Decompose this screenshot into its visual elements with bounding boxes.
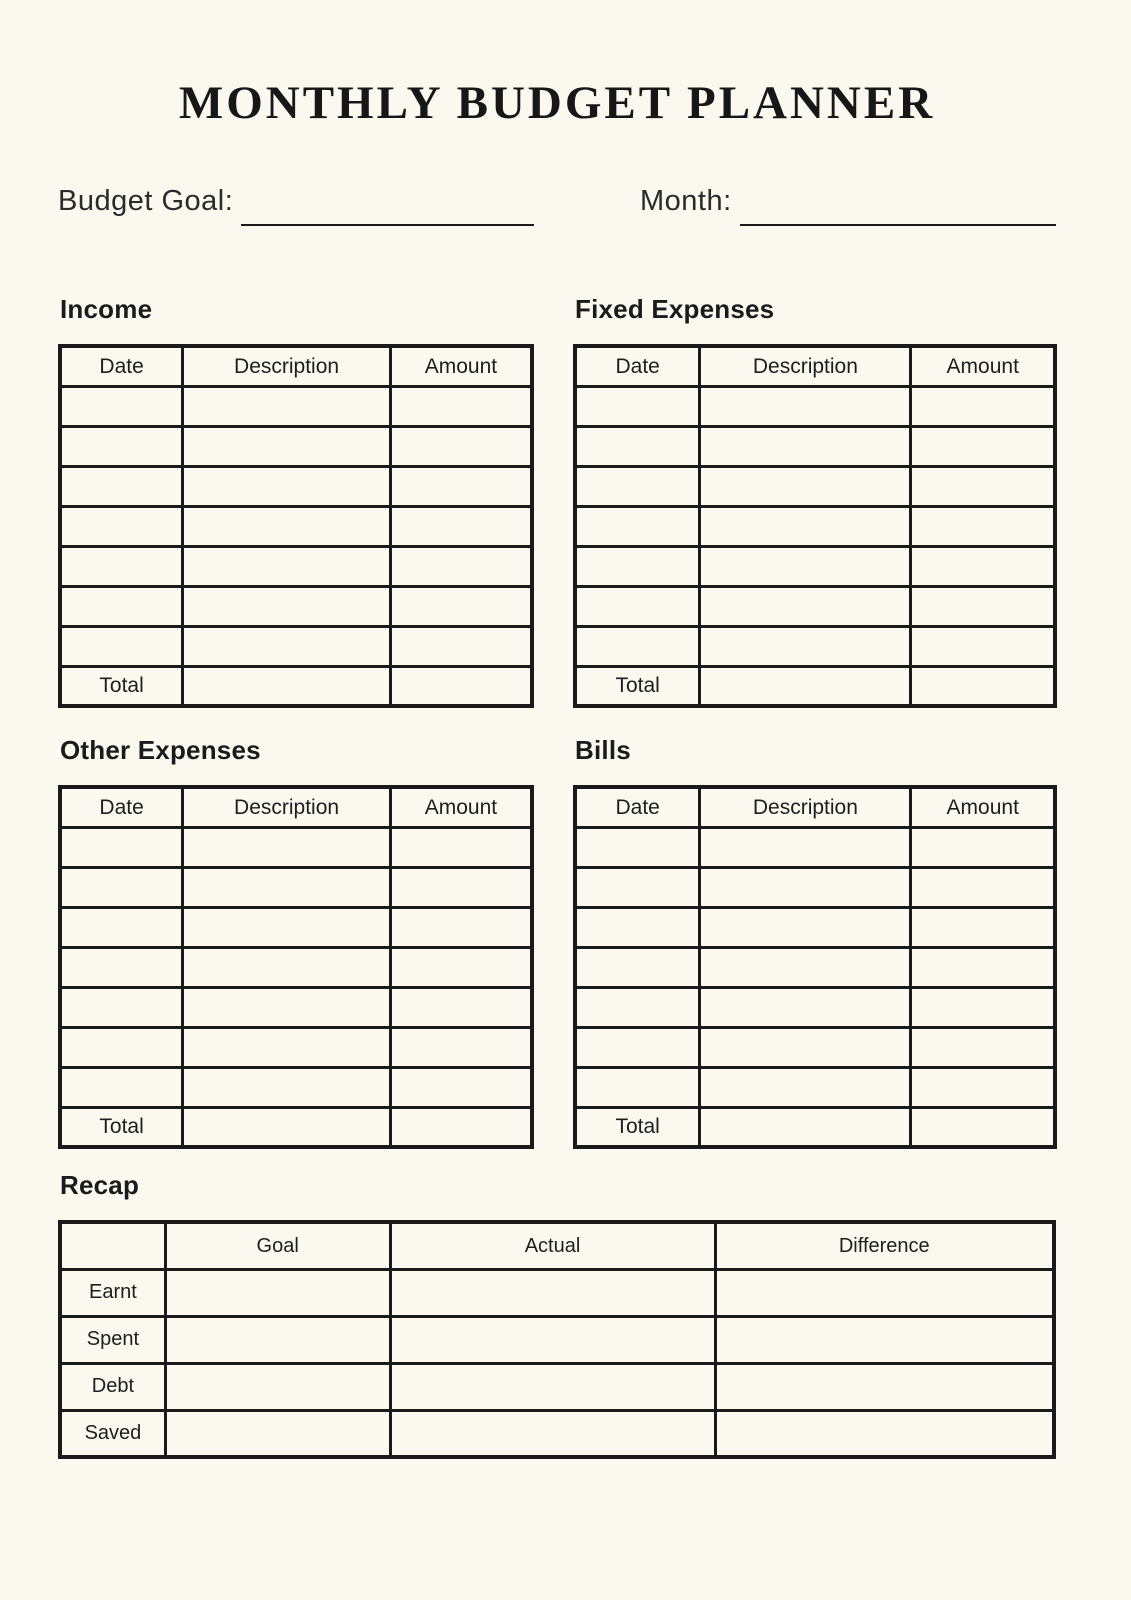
ledger-empty-row bbox=[60, 506, 532, 546]
ledger-empty-amount-cell bbox=[390, 426, 532, 466]
ledger-empty-description-cell bbox=[700, 546, 911, 586]
ledger-empty-row bbox=[60, 386, 532, 426]
ledger-empty-description-cell bbox=[700, 506, 911, 546]
total-description-cell bbox=[183, 666, 391, 706]
ledger-empty-row bbox=[60, 1067, 532, 1107]
ledger-empty-date-cell bbox=[575, 626, 700, 666]
ledger-empty-amount-cell bbox=[390, 947, 532, 987]
recap-row bbox=[60, 1410, 1054, 1457]
ledger-empty-date-cell bbox=[60, 947, 183, 987]
ledger-empty-amount-cell bbox=[911, 426, 1055, 466]
total-amount-cell bbox=[911, 1107, 1055, 1147]
ledger-empty-amount-cell bbox=[390, 466, 532, 506]
recap-difference-cell bbox=[715, 1316, 1054, 1363]
ledger-empty-date-cell bbox=[575, 1027, 700, 1067]
column-header-description: Description bbox=[183, 346, 391, 386]
ledger-empty-amount-cell bbox=[911, 987, 1055, 1027]
ledger-empty-row bbox=[575, 426, 1055, 466]
recap-row-label: Saved bbox=[60, 1410, 165, 1457]
column-header-amount: Amount bbox=[911, 787, 1055, 827]
ledger-empty-row bbox=[575, 546, 1055, 586]
section-income bbox=[58, 294, 534, 708]
ledger-empty-date-cell bbox=[60, 1027, 183, 1067]
ledger-empty-row bbox=[60, 907, 532, 947]
recap-goal-cell bbox=[165, 1316, 390, 1363]
recap-header-row bbox=[60, 1222, 1054, 1269]
budget-goal-label: Budget Goal: bbox=[58, 185, 234, 217]
ledger-empty-description-cell bbox=[700, 867, 911, 907]
ledger-empty-date-cell bbox=[575, 987, 700, 1027]
ledger-empty-description-cell bbox=[183, 586, 391, 626]
ledger-empty-row bbox=[60, 426, 532, 466]
ledger-empty-date-cell bbox=[60, 827, 183, 867]
bills-table bbox=[573, 785, 1057, 1149]
section-bills bbox=[573, 735, 1057, 1149]
column-header-description: Description bbox=[700, 787, 911, 827]
ledger-empty-date-cell bbox=[575, 1067, 700, 1107]
ledger-empty-amount-cell bbox=[390, 907, 532, 947]
column-header-goal: Goal bbox=[165, 1222, 390, 1269]
recap-row-label: Spent bbox=[60, 1316, 165, 1363]
ledger-empty-description-cell bbox=[700, 386, 911, 426]
ledger-empty-description-cell bbox=[183, 827, 391, 867]
total-amount-cell bbox=[911, 666, 1055, 706]
ledger-empty-description-cell bbox=[700, 827, 911, 867]
recap-goal-cell bbox=[165, 1363, 390, 1410]
ledger-empty-row bbox=[60, 867, 532, 907]
ledger-empty-row bbox=[575, 867, 1055, 907]
recap-difference-cell bbox=[715, 1269, 1054, 1316]
column-header-difference: Difference bbox=[715, 1222, 1054, 1269]
income-table-body bbox=[60, 386, 532, 666]
other-expenses-table-body bbox=[60, 827, 532, 1107]
fixed-expenses-table-header bbox=[575, 346, 1055, 386]
ledger-empty-date-cell bbox=[575, 426, 700, 466]
ledger-empty-description-cell bbox=[183, 947, 391, 987]
ledger-empty-description-cell bbox=[183, 987, 391, 1027]
ledger-empty-amount-cell bbox=[911, 947, 1055, 987]
ledger-empty-amount-cell bbox=[911, 626, 1055, 666]
ledger-header-row bbox=[575, 787, 1055, 827]
ledger-empty-description-cell bbox=[700, 626, 911, 666]
ledger-empty-amount-cell bbox=[911, 827, 1055, 867]
ledger-empty-row bbox=[575, 907, 1055, 947]
ledger-empty-date-cell bbox=[575, 827, 700, 867]
ledger-empty-date-cell bbox=[575, 947, 700, 987]
ledger-empty-row bbox=[575, 1067, 1055, 1107]
total-description-cell bbox=[700, 1107, 911, 1147]
month-field bbox=[640, 186, 1056, 216]
ledger-empty-description-cell bbox=[183, 506, 391, 546]
ledger-empty-description-cell bbox=[700, 586, 911, 626]
income-table bbox=[58, 344, 534, 708]
ledger-empty-date-cell bbox=[575, 386, 700, 426]
recap-row bbox=[60, 1269, 1054, 1316]
ledger-empty-description-cell bbox=[700, 907, 911, 947]
ledger-empty-date-cell bbox=[575, 586, 700, 626]
ledger-empty-date-cell bbox=[60, 907, 183, 947]
other-expenses-table-footer bbox=[60, 1107, 532, 1147]
ledger-empty-date-cell bbox=[60, 426, 183, 466]
ledger-empty-row bbox=[575, 626, 1055, 666]
ledger-empty-row bbox=[60, 947, 532, 987]
recap-table-body bbox=[60, 1269, 1054, 1457]
other-expenses-table-header bbox=[60, 787, 532, 827]
column-header-date: Date bbox=[60, 787, 183, 827]
ledger-empty-date-cell bbox=[575, 907, 700, 947]
recap-corner-cell bbox=[60, 1222, 165, 1269]
recap-row bbox=[60, 1316, 1054, 1363]
column-header-amount: Amount bbox=[390, 787, 532, 827]
recap-difference-cell bbox=[715, 1410, 1054, 1457]
ledger-empty-date-cell bbox=[60, 466, 183, 506]
ledger-sections-grid bbox=[58, 294, 1056, 1149]
ledger-empty-row bbox=[575, 586, 1055, 626]
ledger-empty-description-cell bbox=[700, 947, 911, 987]
ledger-empty-description-cell bbox=[183, 546, 391, 586]
ledger-empty-row bbox=[60, 466, 532, 506]
ledger-empty-row bbox=[60, 987, 532, 1027]
ledger-empty-row bbox=[60, 546, 532, 586]
income-table-header bbox=[60, 346, 532, 386]
ledger-total-row bbox=[60, 666, 532, 706]
ledger-total-row bbox=[575, 666, 1055, 706]
ledger-empty-row bbox=[575, 947, 1055, 987]
section-title-other-expenses: Other Expenses bbox=[60, 735, 261, 766]
fixed-expenses-table bbox=[573, 344, 1057, 708]
recap-table bbox=[58, 1220, 1056, 1459]
ledger-empty-row bbox=[60, 827, 532, 867]
ledger-empty-amount-cell bbox=[390, 586, 532, 626]
ledger-empty-amount-cell bbox=[390, 546, 532, 586]
recap-difference-cell bbox=[715, 1363, 1054, 1410]
ledger-total-row bbox=[575, 1107, 1055, 1147]
recap-row-label: Earnt bbox=[60, 1269, 165, 1316]
recap-actual-cell bbox=[390, 1316, 715, 1363]
ledger-empty-date-cell bbox=[60, 867, 183, 907]
bills-table-header bbox=[575, 787, 1055, 827]
month-label: Month: bbox=[640, 185, 732, 217]
ledger-total-row bbox=[60, 1107, 532, 1147]
header-fields-row bbox=[58, 186, 1056, 216]
ledger-empty-amount-cell bbox=[911, 546, 1055, 586]
ledger-empty-row bbox=[60, 1027, 532, 1067]
column-header-description: Description bbox=[183, 787, 391, 827]
bills-table-body bbox=[575, 827, 1055, 1107]
ledger-empty-amount-cell bbox=[390, 867, 532, 907]
ledger-empty-date-cell bbox=[60, 626, 183, 666]
ledger-empty-row bbox=[575, 386, 1055, 426]
recap-table-header bbox=[60, 1222, 1054, 1269]
ledger-empty-row bbox=[575, 506, 1055, 546]
ledger-header-row bbox=[60, 787, 532, 827]
recap-actual-cell bbox=[390, 1410, 715, 1457]
ledger-empty-description-cell bbox=[183, 907, 391, 947]
recap-goal-cell bbox=[165, 1269, 390, 1316]
ledger-empty-description-cell bbox=[700, 1027, 911, 1067]
ledger-empty-row bbox=[60, 626, 532, 666]
ledger-empty-date-cell bbox=[575, 867, 700, 907]
ledger-empty-amount-cell bbox=[911, 506, 1055, 546]
section-title-recap: Recap bbox=[60, 1170, 140, 1201]
total-label: Total bbox=[575, 1107, 700, 1147]
column-header-date: Date bbox=[60, 346, 183, 386]
ledger-empty-date-cell bbox=[575, 466, 700, 506]
total-label: Total bbox=[60, 1107, 183, 1147]
ledger-empty-date-cell bbox=[60, 546, 183, 586]
ledger-empty-amount-cell bbox=[911, 867, 1055, 907]
ledger-empty-description-cell bbox=[183, 626, 391, 666]
column-header-amount: Amount bbox=[911, 346, 1055, 386]
ledger-empty-row bbox=[575, 466, 1055, 506]
ledger-empty-description-cell bbox=[700, 466, 911, 506]
total-description-cell bbox=[183, 1107, 391, 1147]
ledger-empty-amount-cell bbox=[911, 586, 1055, 626]
ledger-empty-row bbox=[575, 987, 1055, 1027]
section-fixed-expenses bbox=[573, 294, 1057, 708]
ledger-empty-amount-cell bbox=[390, 827, 532, 867]
ledger-empty-amount-cell bbox=[390, 1067, 532, 1107]
section-title-income: Income bbox=[60, 294, 153, 325]
ledger-empty-date-cell bbox=[60, 506, 183, 546]
ledger-header-row bbox=[60, 346, 532, 386]
ledger-empty-amount-cell bbox=[911, 386, 1055, 426]
ledger-empty-date-cell bbox=[575, 506, 700, 546]
ledger-empty-amount-cell bbox=[390, 386, 532, 426]
total-description-cell bbox=[700, 666, 911, 706]
ledger-empty-date-cell bbox=[60, 386, 183, 426]
total-label: Total bbox=[575, 666, 700, 706]
column-header-date: Date bbox=[575, 787, 700, 827]
ledger-empty-date-cell bbox=[60, 987, 183, 1027]
ledger-empty-description-cell bbox=[183, 426, 391, 466]
ledger-empty-amount-cell bbox=[911, 1027, 1055, 1067]
ledger-empty-description-cell bbox=[183, 1067, 391, 1107]
fixed-expenses-table-body bbox=[575, 386, 1055, 666]
fixed-expenses-table-footer bbox=[575, 666, 1055, 706]
ledger-empty-amount-cell bbox=[390, 1027, 532, 1067]
total-amount-cell bbox=[390, 1107, 532, 1147]
month-fill-line bbox=[740, 224, 1056, 226]
ledger-empty-row bbox=[60, 586, 532, 626]
ledger-empty-amount-cell bbox=[911, 1067, 1055, 1107]
ledger-empty-date-cell bbox=[575, 546, 700, 586]
ledger-empty-row bbox=[575, 1027, 1055, 1067]
ledger-empty-amount-cell bbox=[390, 987, 532, 1027]
ledger-empty-description-cell bbox=[700, 987, 911, 1027]
ledger-empty-date-cell bbox=[60, 586, 183, 626]
section-other-expenses bbox=[58, 735, 534, 1149]
column-header-description: Description bbox=[700, 346, 911, 386]
recap-row bbox=[60, 1363, 1054, 1410]
budget-goal-fill-line bbox=[241, 224, 534, 226]
ledger-empty-description-cell bbox=[700, 426, 911, 466]
column-header-actual: Actual bbox=[390, 1222, 715, 1269]
recap-actual-cell bbox=[390, 1363, 715, 1410]
column-header-amount: Amount bbox=[390, 346, 532, 386]
column-header-date: Date bbox=[575, 346, 700, 386]
section-recap bbox=[58, 1170, 1056, 1459]
ledger-empty-description-cell bbox=[183, 1027, 391, 1067]
ledger-empty-row bbox=[575, 827, 1055, 867]
other-expenses-table bbox=[58, 785, 534, 1149]
total-amount-cell bbox=[390, 666, 532, 706]
total-label: Total bbox=[60, 666, 183, 706]
ledger-header-row bbox=[575, 346, 1055, 386]
bills-table-footer bbox=[575, 1107, 1055, 1147]
ledger-empty-description-cell bbox=[183, 386, 391, 426]
income-table-footer bbox=[60, 666, 532, 706]
ledger-empty-amount-cell bbox=[390, 626, 532, 666]
ledger-empty-amount-cell bbox=[390, 506, 532, 546]
recap-actual-cell bbox=[390, 1269, 715, 1316]
budget-goal-field bbox=[58, 186, 534, 216]
section-title-fixed-expenses: Fixed Expenses bbox=[575, 294, 775, 325]
ledger-empty-description-cell bbox=[700, 1067, 911, 1107]
recap-row-label: Debt bbox=[60, 1363, 165, 1410]
ledger-empty-date-cell bbox=[60, 1067, 183, 1107]
section-title-bills: Bills bbox=[575, 735, 631, 766]
ledger-empty-amount-cell bbox=[911, 466, 1055, 506]
ledger-empty-description-cell bbox=[183, 466, 391, 506]
ledger-empty-description-cell bbox=[183, 867, 391, 907]
recap-goal-cell bbox=[165, 1410, 390, 1457]
ledger-empty-amount-cell bbox=[911, 907, 1055, 947]
page-title: MONTHLY BUDGET PLANNER bbox=[178, 77, 936, 129]
